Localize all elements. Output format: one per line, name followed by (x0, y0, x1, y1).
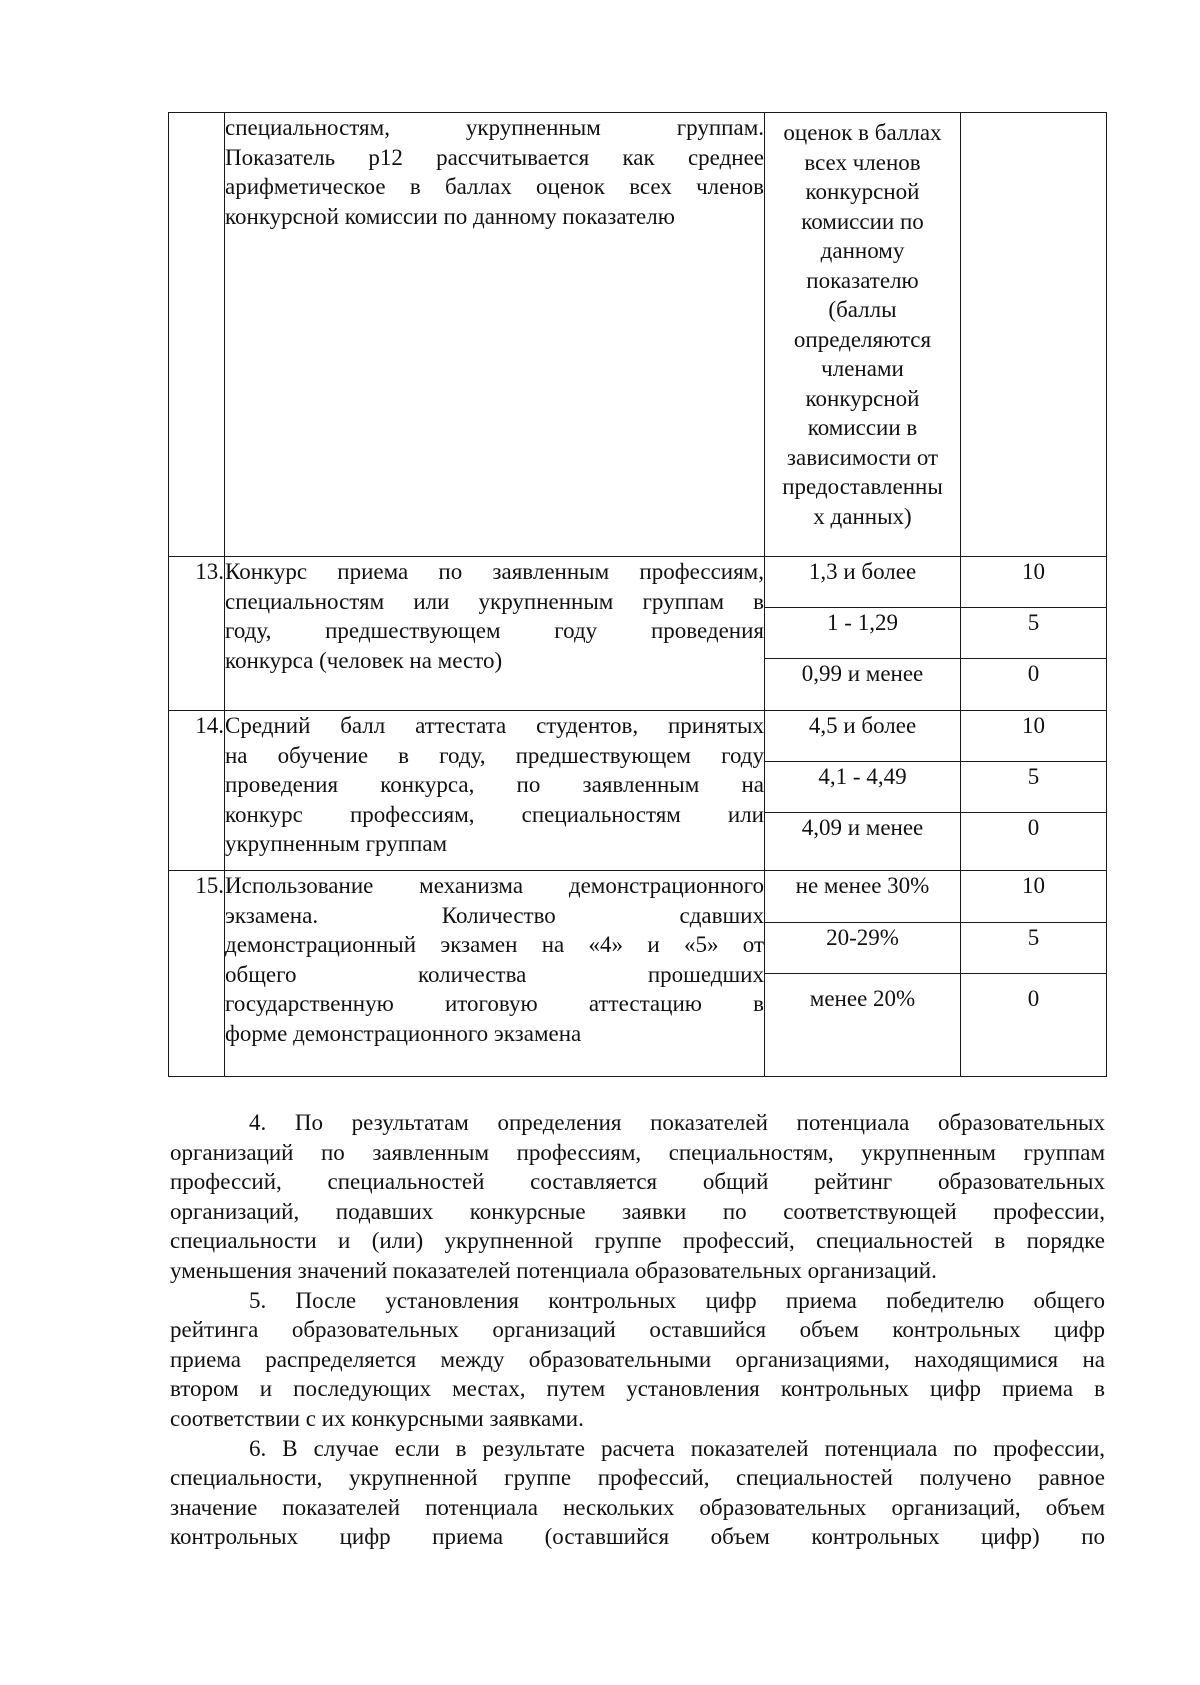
row-number: 13. (169, 557, 225, 711)
paragraph-4: 4. По результатам определения показателей потенциала образовательных организаций по заявленным профессиям, специальностям, укрупненным группам профессий, специальностей составляется общий рейтинг образовательных организаций, подавших конкурсные заявки по соответствующей профессии, специальности и (или) укрупненной группе профессий, специальностей в порядке уменьшения значений показателей потенциала образовательных организаций. (170, 1110, 1105, 1283)
paragraph-6: 6. В случае если в результате расчета показателей потенциала по профессии, специальности, укрупненной группе профессий, специальностей получено равное значение показателей потенциала нескольких образовательных организаций, объем контрольных цифр приема (оставшийся объем контрольных цифр) по (170, 1435, 1105, 1550)
option-value: 4,1 - 4,49 (765, 762, 961, 813)
row-points (961, 113, 1107, 557)
row-description: специальностям, укрупненным группам. Показатель p12 рассчитывается как среднее арифметическое в баллах оценок всех членов конкурсной комиссии по данному показателю (225, 113, 765, 557)
option-value: 0,99 и менее (765, 659, 961, 711)
option-points: 0 (961, 659, 1107, 711)
row-description: Средний балл аттестата студентов, принятых на обучение в году, предшествующем году проведения конкурса, по заявленным на конкурс профессиям, специальностям или укрупненным группам (225, 711, 765, 871)
option-points: 10 (961, 711, 1107, 762)
option-value: 4,5 и более (765, 711, 961, 762)
option-value: 20-29% (765, 923, 961, 974)
option-points: 5 (961, 923, 1107, 974)
option-value: менее 20% (765, 974, 961, 1077)
option-points: 5 (961, 608, 1107, 659)
table-row (169, 871, 1107, 923)
row-value: оценок в баллах всех членов конкурсной комиссии по данному показателю (баллы определяются членами конкурсной комиссии в зависимости от предоставленны х данных) (765, 113, 961, 557)
paragraph-5: 5. После установления контрольных цифр приема победителю общего рейтинга образовательных организаций оставшийся объем контрольных цифр приема распределяется между образовательными организациями, находящимися на втором и последующих местах, путем установления контрольных цифр приема в соответствии с их конкурсными заявками. (170, 1287, 1105, 1431)
criteria-table (168, 112, 1107, 1077)
body-text (170, 1108, 1105, 1552)
option-value: 1 - 1,29 (765, 608, 961, 659)
row-description: Использование механизма демонстрационного экзамена. Количество сдавших демонстрационный экзамен на «4» и «5» от общего количества прошедших государственную итоговую аттестацию в форме демонстрационного экзамена (225, 871, 765, 1077)
option-value: 4,09 и менее (765, 813, 961, 871)
option-value: не менее 30% (765, 871, 961, 923)
row-number (169, 113, 225, 557)
row-description: Конкурс приема по заявленным профессиям, специальностям или укрупненным группам в году, предшествующем году проведения конкурса (человек на место) (225, 557, 765, 711)
option-points: 5 (961, 762, 1107, 813)
option-points: 0 (961, 974, 1107, 1077)
table-row (169, 113, 1107, 557)
option-points: 10 (961, 557, 1107, 608)
row-number: 14. (169, 711, 225, 871)
table-row (169, 711, 1107, 762)
option-value: 1,3 и более (765, 557, 961, 608)
row-number: 15. (169, 871, 225, 1077)
table-row (169, 557, 1107, 608)
option-points: 0 (961, 813, 1107, 871)
option-points: 10 (961, 871, 1107, 923)
